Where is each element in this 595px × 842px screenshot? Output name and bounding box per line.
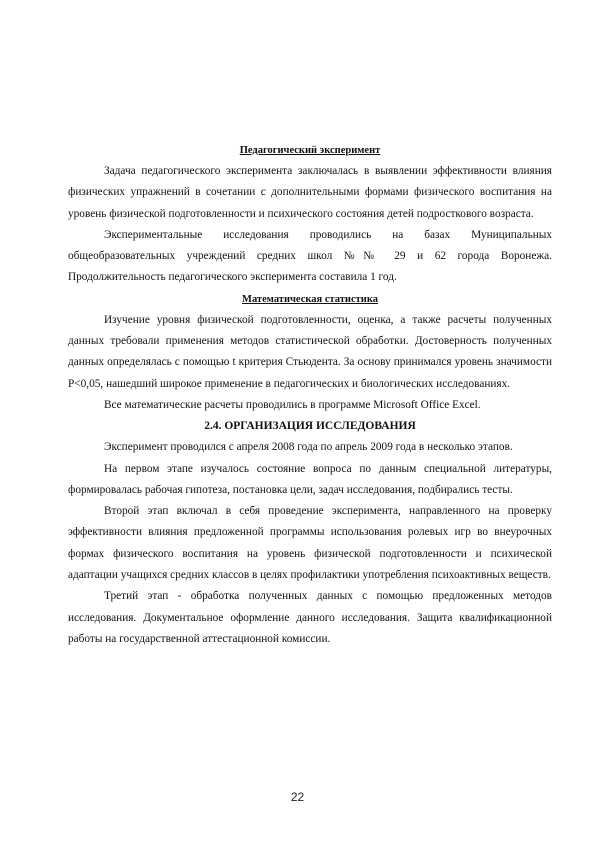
section-title-math-statistics: Математическая статистика [242, 293, 378, 305]
paragraph-stage-two: Второй этап включал в себя проведение эксперимента, направленного на проверку эффективности влияния предложенной программы использования ролевых игр во внеурочных формах физического воспитания на уровень физической подготовленности и психической адаптации учащихся средних классов в целях профилактики употребления психоактивных веществ. [68, 505, 552, 582]
section-title-research-organization: 2.4. ОРГАНИЗАЦИЯ ИССЛЕДОВАНИЯ [204, 420, 416, 433]
paragraph-experiment-base: Экспериментальные исследования проводились на базах Муниципальных общеобразовательных учреждений средних школ №№ 29 и 62 города Воронежа. Продолжительность педагогического эксперимента составила 1 год. [68, 228, 552, 284]
document-page [68, 140, 552, 650]
paragraph-statistics-method: Изучение уровня физической подготовленности, оценка, а также расчеты полученных данных требовали применения методов статистической обработки. Достоверность полученных данных определялась с помощью t критерия Стьюдента. За основу принимался уровень значимости P<0,05, нашедший широкое применение в педагогических и биологических исследованиях. [68, 313, 552, 390]
paragraph-stage-one: На первом этапе изучалось состояние вопроса по данным специальной литературы, формировалась рабочая гипотеза, постановка цели, задач исследования, подбирались тесты. [68, 462, 552, 496]
paragraph-experiment-period: Эксперимент проводился с апреля 2008 года по апрель 2009 года в несколько этапов. [104, 441, 513, 454]
paragraph-stage-three: Третий этап - обработка полученных данных с помощью предложенных методов исследования. Документальное оформление данного исследования. Защита квалификационной работы на государственной аттестационной комиссии. [68, 590, 552, 645]
paragraph-experiment-task: Задача педагогического эксперимента заключалась в выявлении эффективности влияния физических упражнений в сочетании с дополнительными формами физического воспитания на уровень физической подготовленности и психического состояния детей подросткового возраста. [68, 165, 552, 220]
paragraph-statistics-software: Все математические расчеты проводились в программе Microsoft Office Excel. [104, 398, 481, 411]
section-title-pedagogical-experiment: Педагогический эксперимент [239, 145, 381, 156]
page-number: 22 [290, 790, 305, 804]
